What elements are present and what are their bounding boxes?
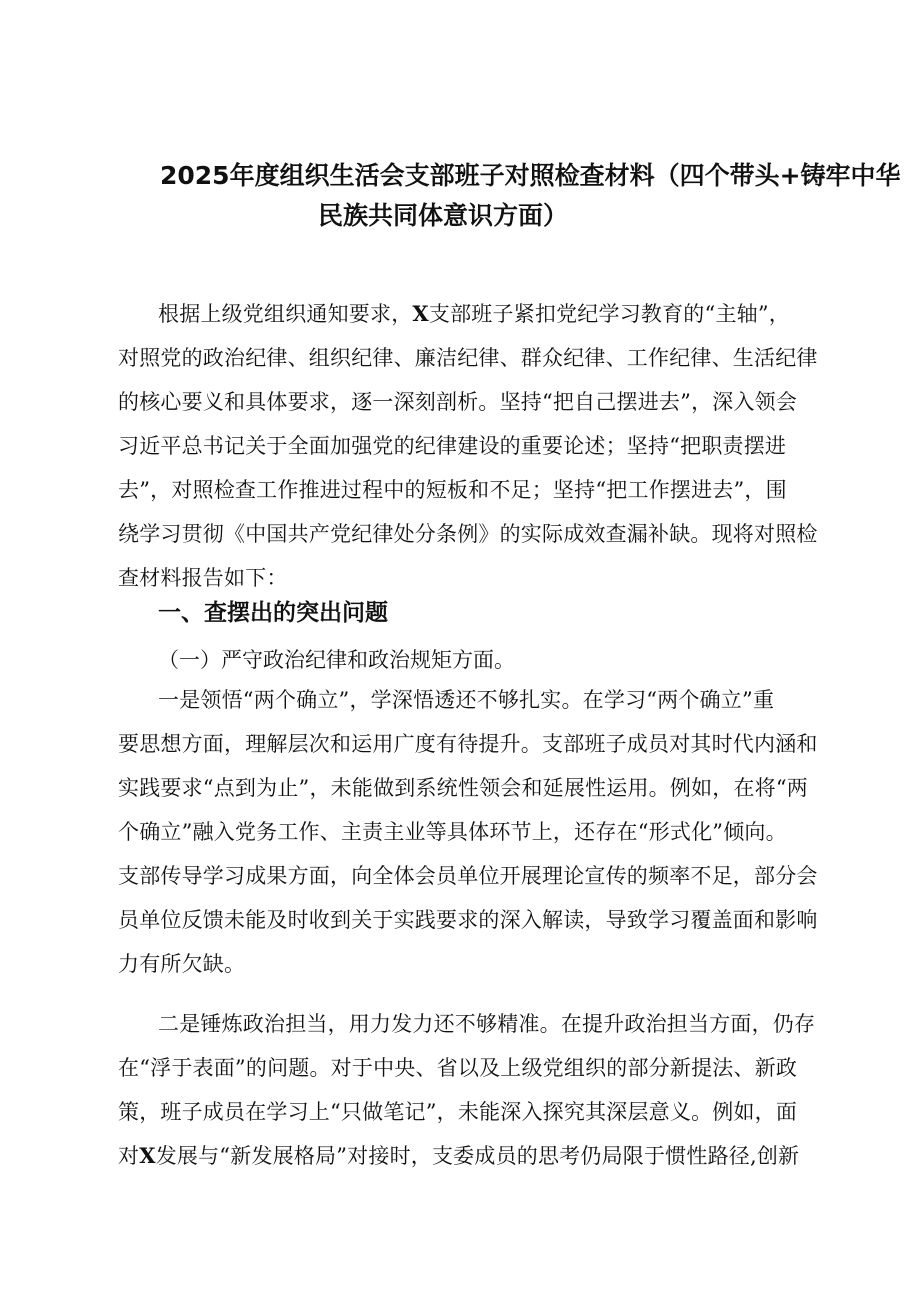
intro-line-1-suffix: 支部班子紧扣党纪学习教育的“主轴”，: [428, 302, 790, 326]
document-title-line-2: 民族共同体意识方面）: [318, 201, 569, 230]
subsection-heading-1: （一）严守政治纪律和政治规矩方面。: [158, 648, 515, 672]
paragraph-1-line-7: 力有所欠缺。: [118, 952, 246, 976]
paragraph-2-line-1: 二是锤炼政治担当，用力发力还不够精准。在提升政治担当方面，仍存: [158, 1012, 816, 1036]
intro-line-7: 查材料报告如下：: [118, 566, 288, 590]
intro-line-1-prefix: 根据上级党组织通知要求，: [158, 302, 413, 326]
intro-paragraph: [118, 292, 834, 600]
paragraph-1-line-3: 实践要求“点到为止”，未能做到系统性领会和延展性运用。例如，在将“两: [118, 776, 809, 800]
intro-line-1: [118, 292, 834, 336]
paragraph-1-line-5: 支部传导学习成果方面，向全体会员单位开展理论宣传的频率不足，部分会: [118, 864, 818, 888]
paragraph-2: [118, 1002, 834, 1178]
paragraph-2-line-3: 策，班子成员在学习上“只做笔记”，未能深入探究其深层意义。例如，面: [118, 1100, 798, 1124]
paragraph-1: [118, 678, 834, 986]
intro-line-2: 对照党的政治纪律、组织纪律、廉洁纪律、群众纪律、工作纪律、生活纪律: [118, 346, 818, 370]
section-heading-1: 一、查摆出的突出问题: [158, 600, 388, 626]
document-title-line-1: 2025年度组织生活会支部班子对照检查材料（四个带头+铸牢中华: [160, 161, 901, 190]
paragraph-1-line-4: 个确立”融入党务工作、主责主业等具体环节上，还存在“形式化”倾向。: [118, 820, 787, 844]
paragraph-2-line-2: 在“浮于表面”的问题。对于中央、省以及上级党组织的部分新提法、新政: [118, 1056, 798, 1080]
intro-line-1-x: X: [412, 301, 429, 326]
intro-line-5: 去”，对照检查工作推进过程中的短板和不足；坚持“把工作摆进去”，围: [118, 478, 787, 502]
paragraph-2-line-4-prefix: 对: [118, 1144, 140, 1168]
intro-line-6: 绕学习贯彻《中国共产党纪律处分条例》的实际成效查漏补缺。现将对照检: [118, 522, 818, 546]
paragraph-2-line-4-x: X: [139, 1143, 156, 1168]
paragraph-1-line-2: 要思想方面，理解层次和运用广度有待提升。支部班子成员对其时代内涵和: [118, 732, 818, 756]
paragraph-2-line-4-suffix: 发展与“新发展格局”对接时，支委成员的思考仍局限于惯性路径,创新: [155, 1144, 800, 1168]
intro-line-3: 的核心要义和具体要求，逐一深刻剖析。坚持“把自己摆进去”，深入领会: [118, 390, 798, 414]
paragraph-1-line-6: 员单位反馈未能及时收到关于实践要求的深入解读，导致学习覆盖面和影响: [118, 908, 818, 932]
intro-line-4: 习近平总书记关于全面加强党的纪律建设的重要论述；坚持“把职责摆进: [118, 434, 787, 458]
paragraph-1-line-1: 一是领悟“两个确立”，学深悟透还不够扎实。在学习“两个确立”重: [158, 688, 775, 712]
paragraph-2-line-4: [118, 1134, 834, 1178]
